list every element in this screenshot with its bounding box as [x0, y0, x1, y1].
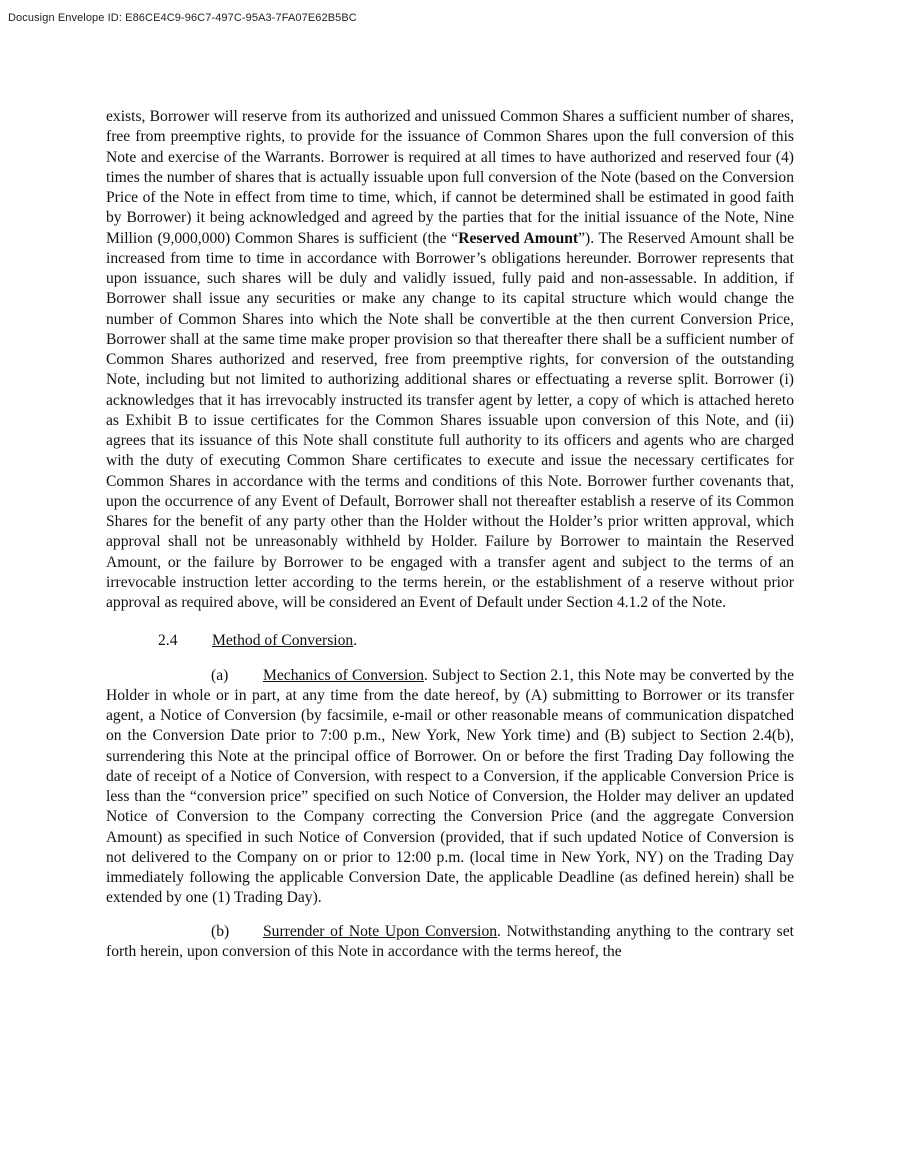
reserved-amount-term: Reserved Amount	[458, 229, 579, 247]
section-title-end: .	[353, 632, 358, 650]
document-page	[106, 107, 794, 962]
subsection-a-text: . Subject to Section 2.1, this Note may be converted by the Holder in whole or in part, at any time from the date hereof, by (A) submitting to Borrower or its transfer agent, a Notice of Conversion (by facsimile, e-mail or other reasonable means of communication dispatched on the Conversion Date prior to 7:00 p.m., New York, New York time) and (B) subject to Section 2.4(b), surrendering this Note at the principal office of Borrower. On or before the first Trading Day following the date of receipt of a Notice of Conversion, with respect to a Conversion, if the applicable Conversion Price is less than the “conversion price” specified on such Notice of Conversion, the Holder may deliver an updated Notice of Conversion to the Company correcting the Conversion Price (and the aggregate Conversion Amount) as specified in such Notice of Conversion (provided, that if such updated Notice of Conversion is not delivered to the Company on or prior to 12:00 p.m. (local time in New York, NY) on the Trading Day immediately following the applicable Conversion Date, the applicable Deadline (as defined herein) shall be extended by one (1) Trading Day).	[106, 666, 794, 907]
paragraph-text-continued: ”). The Reserved Amount shall be increased from time to time in accordance with Borrower’s obligations hereunder. Borrower represents that upon issuance, such shares will be duly and validly issued, fully paid and non-assessable. In addition, if Borrower shall issue any securities or make any change to its capital structure which would change the number of Common Shares into which the Note shall be convertible at the then current Conversion Price, Borrower shall at the same time make proper provision so that thereafter there shall be a sufficient number of Common Shares authorized and reserved, free from preemptive rights, for conversion of the outstanding Note, including but not limited to authorizing additional shares or effectuating a reverse split. Borrower (i) acknowledges that it has irrevocably instructed its transfer agent by letter, a copy of which is attached hereto as Exhibit B to issue certificates for the Common Shares issuable upon conversion of this Note, and (ii) agrees that its issuance of this Note shall constitute full authority to its officers and agents who are charged with the duty of executing Common Share certificates to execute and issue the necessary certificates for Common Shares in accordance with the terms and conditions of this Note. Borrower further covenants that, upon the occurrence of any Event of Default, Borrower shall not thereafter establish a reserve of its Common Shares for the benefit of any party other than the Holder without the Holder’s prior written approval, which approval shall not be unreasonably withheld by Holder. Failure by Borrower to maintain the Reserved Amount, or the failure by Borrower to be engaged with a transfer agent and subject to the terms of an irrevocable instruction letter according to the terms herein, or the establishment of a reserve without prior approval as required above, will be considered an Event of Default under Section 4.1.2 of the Note.	[106, 229, 794, 611]
subsection-a-title: Mechanics of Conversion	[263, 666, 424, 684]
subsection-b-label: (b)	[211, 922, 230, 940]
subsection-b-title: Surrender of Note Upon Conversion	[263, 922, 498, 940]
reserved-amount-paragraph	[106, 107, 794, 613]
subsection-a-label: (a)	[211, 666, 229, 684]
paragraph-text: exists, Borrower will reserve from its authorized and unissued Common Shares a sufficient number of shares, free from preemptive rights, to provide for the issuance of Common Shares upon the full conversion of this Note and exercise of the Warrants. Borrower is required at all times to have authorized and reserved four (4) times the number of shares that is actually issuable upon full conversion of the Note (based on the Conversion Price of the Note in effect from time to time, which, if cannot be determined shall be estimated in good faith by Borrower) it being acknowledged and agreed by the parties that for the initial issuance of the Note, Nine Million (9,000,000) Common Shares is sufficient (the “	[106, 108, 794, 247]
subsection-b	[106, 922, 794, 963]
subsection-a	[106, 666, 794, 909]
docusign-envelope-id: Docusign Envelope ID: E86CE4C9-96C7-497C-95A3-7FA07E62B5BC	[8, 12, 357, 24]
section-number: 2.4	[158, 632, 178, 650]
subsection-b-text: . Notwithstanding anything to the contrary set forth herein, upon conversion of this Note in accordance with the terms hereof, the	[106, 922, 794, 960]
section-title: Method of Conversion	[212, 632, 354, 650]
section-heading-2-4	[106, 631, 794, 651]
